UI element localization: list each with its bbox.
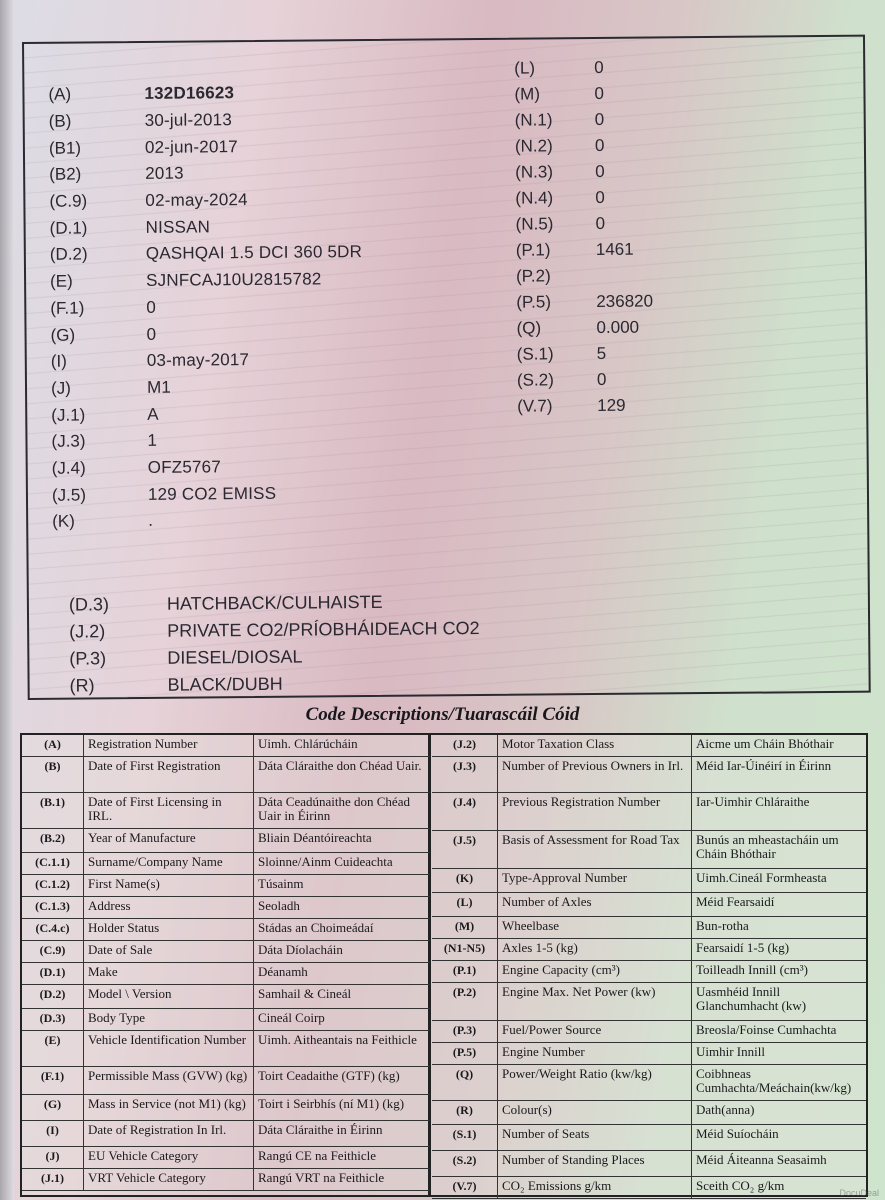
english-description-cell: Number of Standing Places — [498, 1151, 692, 1176]
english-description-cell: Body Type — [84, 1009, 254, 1030]
table-row — [432, 983, 866, 1021]
irish-description-cell: Aicme um Cháin Bhóthair — [696, 736, 834, 751]
table-row — [22, 853, 430, 875]
table-row — [22, 1009, 430, 1031]
table-row — [22, 919, 430, 941]
irish-description-cell: Uimhir Innill — [696, 1044, 765, 1059]
field-code: (J.5) — [51, 485, 87, 505]
irish-description-cell: Toilleadh Innill (cm³) — [696, 962, 809, 977]
field-code: (B) — [48, 111, 72, 131]
irish-description-cell: Uasmhéid Innill Glanchumhacht (kw) — [696, 984, 807, 1013]
field-code: (A) — [48, 84, 72, 105]
code-cell: (P.2) — [432, 983, 498, 1020]
code-cell: (C.1.3) — [22, 897, 84, 918]
english-description-cell: Engine Number — [498, 1043, 692, 1064]
code-cell: (R) — [432, 1101, 498, 1124]
irish-description-cell: Rangú CE na Feithicle — [258, 1148, 377, 1163]
field-code: (M) — [514, 84, 541, 104]
table-row — [432, 1151, 866, 1177]
english-description-cell: CO₂ Emissions g/km — [498, 1177, 692, 1198]
irish-description-cell: Méid Iar-Úinéirí in Éirinn — [696, 758, 832, 773]
field-value: 0 — [596, 369, 607, 389]
code-cell: (P.1) — [432, 961, 498, 982]
english-description-cell: Date of First Registration — [84, 757, 254, 792]
field-row — [70, 667, 770, 700]
field-value: DIESEL/DIOSAL — [167, 646, 303, 668]
field-row — [516, 313, 816, 342]
table-row — [22, 941, 430, 963]
irish-description-cell: Iar-Uimhir Chláraithe — [696, 794, 810, 809]
code-cell: (V.7) — [432, 1177, 498, 1198]
table-row — [22, 735, 430, 757]
code-cell: (I) — [22, 1121, 84, 1146]
english-description-cell: Fuel/Power Source — [498, 1021, 692, 1042]
field-value: 0 — [594, 109, 605, 130]
field-row — [514, 53, 814, 82]
field-row — [517, 339, 817, 368]
irish-description-cell: Rangú VRT na Feithicle — [258, 1170, 385, 1185]
field-value: OFZ5767 — [147, 457, 222, 477]
field-row — [50, 291, 510, 322]
field-code: (V.7) — [517, 396, 553, 416]
field-value: . — [148, 511, 154, 531]
table-row — [432, 1021, 866, 1043]
field-value: 0 — [595, 213, 606, 234]
field-value: 0 — [146, 297, 157, 317]
field-row — [515, 157, 815, 186]
irish-description-cell: Samhail & Cineál — [258, 986, 352, 1001]
field-row — [516, 235, 816, 264]
field-row — [515, 209, 815, 238]
code-cell: (Q) — [432, 1065, 498, 1100]
right-fields — [514, 53, 817, 420]
irish-description-cell: Uimh. Chlárúcháin — [258, 736, 358, 751]
field-value: SJNFCAJ10U2815782 — [146, 269, 322, 291]
field-code: (G) — [50, 325, 76, 345]
irish-description-cell: Bliain Déantóireachta — [258, 830, 372, 845]
english-description-cell: Permissible Mass (GVW) (kg) — [84, 1067, 254, 1094]
field-code: (P.3) — [69, 648, 107, 669]
field-row — [50, 211, 510, 242]
field-row — [52, 478, 512, 509]
english-description-cell: Axles 1-5 (kg) — [498, 939, 692, 960]
irish-description-cell: Méid Áiteanna Seasaimh — [696, 1152, 827, 1167]
field-code: (Q) — [516, 318, 542, 338]
field-code: (P.2) — [515, 266, 551, 286]
english-description-cell: Address — [84, 897, 254, 918]
code-cell: (D.3) — [22, 1009, 84, 1030]
irish-description-cell: Sceith CO₂ g/km — [696, 1178, 785, 1193]
english-description-cell: Motor Taxation Class — [498, 735, 692, 756]
field-code: (N.4) — [515, 188, 554, 208]
table-row — [432, 1125, 866, 1151]
field-code: (S.1) — [516, 344, 554, 364]
field-code: (J.1) — [51, 405, 86, 425]
field-value: 1 — [147, 431, 158, 451]
english-description-cell: Date of Sale — [84, 941, 254, 962]
field-row — [48, 78, 508, 109]
table-row — [22, 1031, 430, 1067]
field-value: 0 — [594, 57, 604, 78]
field-code: (P.1) — [515, 240, 551, 260]
field-row — [51, 398, 511, 429]
page-edge — [0, 0, 14, 1200]
field-code: (B1) — [48, 138, 82, 158]
english-description-cell: Number of Axles — [498, 893, 692, 916]
field-value: 132D16623 — [144, 83, 235, 104]
table-row — [22, 963, 430, 985]
field-code: (F.1) — [50, 298, 85, 318]
code-cell: (B.1) — [22, 793, 84, 828]
field-code: (J) — [50, 378, 71, 398]
irish-description-cell: Seoladh — [258, 898, 300, 913]
table-row — [432, 917, 866, 939]
field-value: NISSAN — [145, 217, 211, 237]
field-value: 02-may-2024 — [145, 190, 248, 211]
table-row — [22, 829, 430, 853]
irish-description-cell: Cineál Coirp — [258, 1010, 325, 1025]
field-code: (N.3) — [515, 162, 554, 182]
code-cell: (C.4.c) — [22, 919, 84, 940]
field-row — [52, 451, 512, 482]
irish-description-cell: Túsainm — [258, 876, 304, 891]
field-row — [51, 345, 511, 376]
code-cell: (N1-N5) — [432, 939, 498, 960]
field-code: (E) — [50, 271, 73, 291]
irish-description-cell: Coibhneas Cumhachta/Meáchain(kw/kg) — [696, 1066, 852, 1095]
english-description-cell: Date of Registration In Irl. — [84, 1121, 254, 1146]
field-value: HATCHBACK/CULHAISTE — [166, 591, 383, 614]
field-row — [52, 505, 512, 536]
irish-description-cell: Dáta Cláraithe in Éirinn — [258, 1122, 383, 1137]
table-row — [22, 897, 430, 919]
irish-description-cell: Méid Fearsaidí — [696, 894, 775, 909]
field-row — [49, 131, 509, 162]
field-row — [49, 158, 509, 189]
code-cell: (B.2) — [22, 829, 84, 852]
english-description-cell: Year of Manufacture — [84, 829, 254, 852]
code-cell: (L) — [432, 893, 498, 916]
field-row — [49, 104, 509, 135]
field-code: (S.2) — [516, 370, 554, 390]
irish-description-cell: Breosla/Foinse Cumhachta — [696, 1022, 837, 1037]
table-row — [22, 1095, 430, 1121]
table-row — [22, 985, 430, 1009]
field-code: (C.9) — [49, 191, 88, 211]
code-cell: (M) — [432, 917, 498, 938]
table-row — [432, 1101, 866, 1125]
table-row — [432, 961, 866, 983]
english-description-cell: Mass in Service (not M1) (kg) — [84, 1095, 254, 1120]
irish-description-cell: Uimh.Cineál Formheasta — [696, 870, 827, 885]
code-cell: (J.4) — [432, 793, 498, 830]
english-description-cell: Number of Previous Owners in Irl. — [498, 757, 692, 792]
code-cell: (G) — [22, 1095, 84, 1120]
field-value: A — [147, 404, 159, 424]
table-row — [432, 1177, 866, 1199]
english-description-cell: VRT Vehicle Category — [84, 1169, 254, 1190]
code-cell: (D.1) — [22, 963, 84, 984]
field-row — [515, 183, 815, 212]
code-cell: (P.3) — [432, 1021, 498, 1042]
field-value: 5 — [596, 343, 607, 363]
code-cell: (A) — [22, 735, 84, 756]
irish-description-cell: Déanamh — [258, 964, 308, 979]
field-code: (D.1) — [49, 218, 88, 238]
field-code: (D.3) — [68, 594, 109, 615]
english-description-cell: First Name(s) — [84, 875, 254, 896]
english-description-cell: Type-Approval Number — [498, 869, 692, 892]
irish-description-cell: Dath(anna) — [696, 1102, 755, 1117]
table-row — [432, 893, 866, 917]
field-code: (B2) — [49, 164, 82, 185]
irish-description-cell: Bun-rotha — [696, 918, 749, 933]
watermark: DocuDeal — [839, 1188, 879, 1198]
english-description-cell: Model \ Version — [84, 985, 254, 1008]
code-cell: (C.1.2) — [22, 875, 84, 896]
registration-details-box — [22, 35, 871, 700]
field-row — [515, 105, 815, 134]
field-value: 129 CO2 EMISS — [147, 483, 277, 504]
table-row — [432, 1043, 866, 1065]
field-code: (J.2) — [69, 621, 106, 642]
table-row — [432, 831, 866, 869]
table-row — [432, 1065, 866, 1101]
field-value: 129 — [597, 395, 626, 415]
code-cell: (J.2) — [432, 735, 498, 756]
english-description-cell: Make — [84, 963, 254, 984]
field-code: (J.3) — [51, 431, 86, 452]
code-cell: (J) — [22, 1147, 84, 1168]
table-row — [22, 1169, 430, 1191]
table-row — [22, 1121, 430, 1147]
code-cell: (P.5) — [432, 1043, 498, 1064]
field-row — [50, 238, 510, 269]
english-description-cell: Registration Number — [84, 735, 254, 756]
field-code: (K) — [52, 511, 75, 532]
field-code: (N.5) — [515, 214, 554, 234]
field-row — [516, 261, 816, 290]
english-description-cell: Engine Capacity (cm³) — [498, 961, 692, 982]
field-value: 03-may-2017 — [146, 350, 250, 371]
table-row — [22, 793, 430, 829]
field-value: 0.000 — [596, 317, 640, 337]
english-description-cell: Number of Seats — [498, 1125, 692, 1150]
field-row — [50, 318, 510, 349]
field-value: 0 — [146, 324, 157, 344]
english-description-cell: Date of First Licensing in IRL. — [84, 793, 254, 828]
table-row — [432, 735, 866, 757]
field-value: 0 — [594, 135, 605, 156]
code-cell: (C.1.1) — [22, 853, 84, 874]
field-row — [51, 371, 511, 402]
english-description-cell: Colour(s) — [498, 1101, 692, 1124]
field-code: (I) — [50, 351, 67, 371]
table-row — [22, 1147, 430, 1169]
code-cell: (J.5) — [432, 831, 498, 868]
code-cell: (K) — [432, 869, 498, 892]
code-cell: (D.2) — [22, 985, 84, 1008]
field-row — [517, 365, 817, 394]
field-row — [50, 265, 510, 296]
code-cell: (B) — [22, 757, 84, 792]
irish-description-cell: Fearsaidí 1-5 (kg) — [696, 940, 790, 955]
field-value: 02-jun-2017 — [144, 136, 238, 157]
code-cell: (J.1) — [22, 1169, 84, 1190]
field-code: (N.2) — [514, 136, 553, 156]
irish-description-cell: Dáta Díolacháin — [258, 942, 343, 957]
field-value: QASHQAI 1.5 DCI 360 5DR — [145, 242, 363, 264]
irish-description-cell: Toirt i Seirbhís (ní M1) (kg) — [258, 1096, 405, 1111]
bottom-fields — [69, 586, 770, 700]
field-value: PRIVATE CO2/PRÍOBHÁIDEACH CO2 — [167, 618, 480, 641]
irish-description-cell: Dáta Cláraithe don Chéad Uair. — [258, 758, 422, 773]
left-fields — [48, 78, 512, 536]
table-row — [432, 939, 866, 961]
table-row — [432, 869, 866, 893]
table-row — [432, 793, 866, 831]
field-row — [514, 79, 814, 108]
irish-description-cell: Bunús an mheastacháin um Cháin Bhóthair — [696, 832, 839, 861]
field-code: (P.5) — [516, 292, 552, 312]
english-description-cell: Previous Registration Number — [498, 793, 692, 830]
code-cell: (E) — [22, 1031, 84, 1066]
field-value: 1461 — [595, 239, 634, 259]
field-row — [51, 425, 511, 456]
field-row — [515, 131, 815, 160]
field-code: (J.4) — [51, 458, 86, 478]
field-row — [516, 287, 816, 316]
english-description-cell: Engine Max. Net Power (kw) — [498, 983, 692, 1020]
code-cell: (C.9) — [22, 941, 84, 962]
field-value: 2013 — [145, 163, 184, 184]
code-cell: (S.1) — [432, 1125, 498, 1150]
table-row — [22, 1067, 430, 1095]
code-descriptions-table — [20, 733, 868, 1197]
field-code: (D.2) — [49, 244, 88, 265]
english-description-cell: Basis of Assessment for Road Tax — [498, 831, 692, 868]
field-value: 0 — [595, 187, 605, 208]
irish-description-cell: Stádas an Choimeádaí — [258, 920, 374, 935]
english-description-cell: Holder Status — [84, 919, 254, 940]
field-row — [49, 185, 509, 216]
field-value: 30-jul-2013 — [144, 110, 233, 130]
irish-description-cell: Toirt Ceadaithe (GTF) (kg) — [258, 1068, 400, 1083]
irish-description-cell: Dáta Ceadúnaithe don Chéad Uair in Éirinn — [258, 794, 410, 823]
irish-description-cell: Méid Suíocháin — [696, 1126, 779, 1141]
code-cell: (S.2) — [432, 1151, 498, 1176]
irish-description-cell: Uimh. Aitheantais na Feithicle — [258, 1032, 417, 1047]
code-cell: (F.1) — [22, 1067, 84, 1094]
code-cell: (J.3) — [432, 757, 498, 792]
table-row — [22, 757, 430, 793]
english-description-cell: Power/Weight Ratio (kw/kg) — [498, 1065, 692, 1100]
field-code: (N.1) — [514, 110, 553, 130]
field-value: 0 — [595, 161, 605, 182]
field-value: M1 — [146, 377, 172, 397]
english-description-cell: Wheelbase — [498, 917, 692, 938]
field-value: 236820 — [596, 291, 654, 311]
irish-description-cell: Sloinne/Ainm Cuideachta — [258, 854, 393, 869]
field-code: (L) — [514, 58, 536, 78]
code-descriptions-heading: Code Descriptions/Tuarascáil Cóid — [305, 704, 580, 725]
field-value: BLACK/DUBH — [167, 673, 283, 695]
english-description-cell: Surname/Company Name — [84, 853, 254, 874]
field-code: (R) — [69, 675, 95, 696]
field-value: 0 — [594, 83, 605, 104]
table-row — [22, 875, 430, 897]
field-row — [517, 391, 817, 420]
table-row — [432, 757, 866, 793]
english-description-cell: Vehicle Identification Number — [84, 1031, 254, 1066]
english-description-cell: EU Vehicle Category — [84, 1147, 254, 1168]
